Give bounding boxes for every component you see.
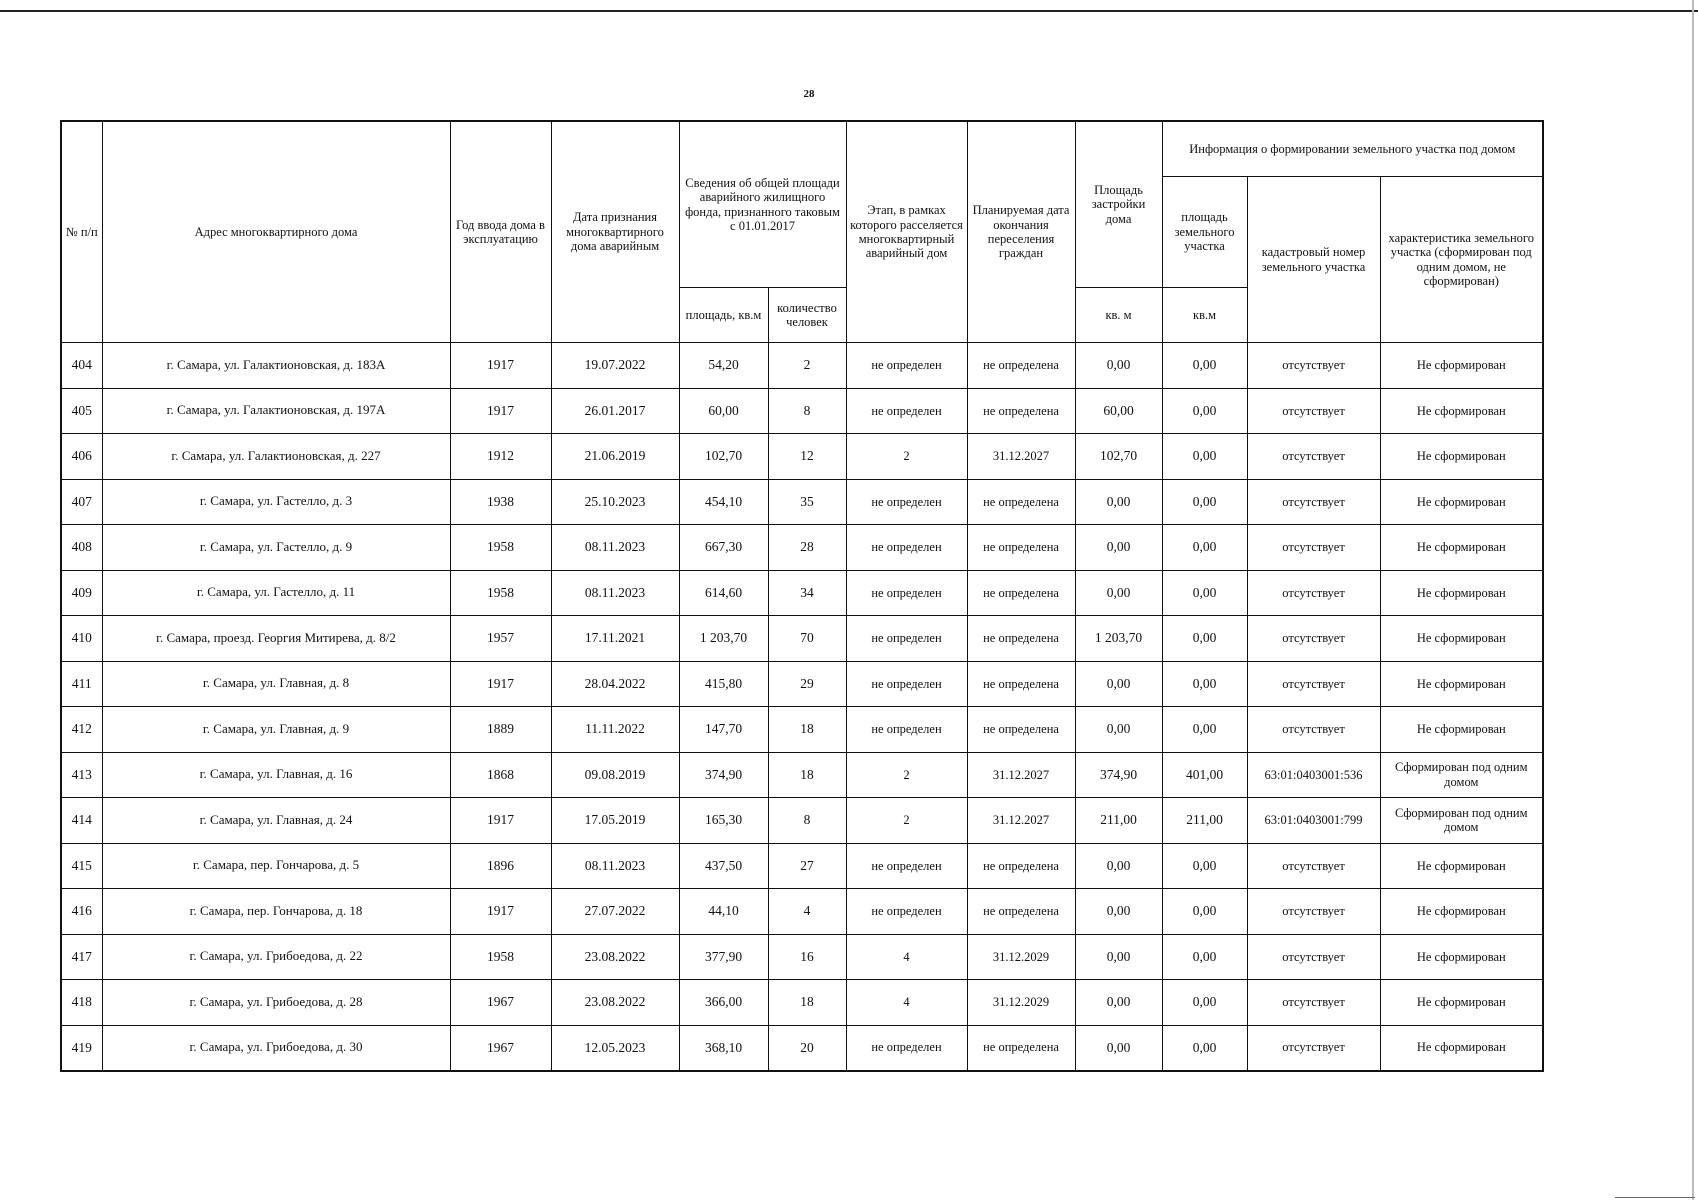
row-land-area: 401,00 — [1162, 752, 1247, 798]
table-row — [61, 980, 1543, 1026]
row-people: 28 — [768, 525, 846, 571]
row-year: 1868 — [450, 752, 551, 798]
row-people: 12 — [768, 434, 846, 480]
row-year: 1917 — [450, 388, 551, 434]
row-cadastral: отсутствует — [1247, 525, 1380, 571]
row-cadastral: 63:01:0403001:799 — [1247, 798, 1380, 844]
header-date: Дата признания многоквартирного дома аварийным — [551, 121, 679, 343]
row-planned-date: 31.12.2027 — [967, 798, 1075, 844]
row-characteristic: Не сформирован — [1380, 661, 1543, 707]
row-cadastral: отсутствует — [1247, 479, 1380, 525]
row-land-area: 0,00 — [1162, 388, 1247, 434]
row-planned-date: не определена — [967, 1025, 1075, 1071]
row-land-area: 0,00 — [1162, 661, 1247, 707]
table-row — [61, 707, 1543, 753]
row-build-area: 0,00 — [1075, 525, 1162, 571]
row-cadastral: отсутствует — [1247, 843, 1380, 889]
row-num: 406 — [61, 434, 102, 480]
row-stage: не определен — [846, 843, 967, 889]
row-date: 21.06.2019 — [551, 434, 679, 480]
row-num: 416 — [61, 889, 102, 935]
table-row — [61, 525, 1543, 571]
row-address: г. Самара, пер. Гончарова, д. 5 — [102, 843, 450, 889]
table-row — [61, 388, 1543, 434]
row-land-area: 0,00 — [1162, 525, 1247, 571]
row-year: 1958 — [450, 570, 551, 616]
row-date: 23.08.2022 — [551, 980, 679, 1026]
header-year: Год ввода дома в эксплуатацию — [450, 121, 551, 343]
row-stage: не определен — [846, 479, 967, 525]
table-row — [61, 798, 1543, 844]
header-land-area-unit: кв.м — [1162, 288, 1247, 343]
row-people: 4 — [768, 889, 846, 935]
table-row — [61, 934, 1543, 980]
row-address: г. Самара, ул. Гастелло, д. 3 — [102, 479, 450, 525]
row-people: 18 — [768, 752, 846, 798]
row-build-area: 0,00 — [1075, 707, 1162, 753]
row-address: г. Самара, ул. Главная, д. 8 — [102, 661, 450, 707]
row-people: 18 — [768, 707, 846, 753]
row-area: 374,90 — [679, 752, 768, 798]
row-area: 377,90 — [679, 934, 768, 980]
table-row — [61, 752, 1543, 798]
row-stage: не определен — [846, 525, 967, 571]
row-area: 165,30 — [679, 798, 768, 844]
table-body — [61, 343, 1543, 1071]
row-build-area: 211,00 — [1075, 798, 1162, 844]
row-stage: не определен — [846, 616, 967, 662]
row-area: 60,00 — [679, 388, 768, 434]
row-people: 27 — [768, 843, 846, 889]
header-area-info: Сведения об общей площади аварийного жилищного фонда, признанного таковым с 01.01.2017 — [679, 121, 846, 288]
row-address: г. Самара, ул. Грибоедова, д. 28 — [102, 980, 450, 1026]
row-characteristic: Сформирован под одним домом — [1380, 798, 1543, 844]
row-build-area: 1 203,70 — [1075, 616, 1162, 662]
row-date: 12.05.2023 — [551, 1025, 679, 1071]
row-date: 17.05.2019 — [551, 798, 679, 844]
row-year: 1917 — [450, 661, 551, 707]
row-cadastral: 63:01:0403001:536 — [1247, 752, 1380, 798]
row-area: 1 203,70 — [679, 616, 768, 662]
row-address: г. Самара, ул. Галактионовская, д. 227 — [102, 434, 450, 480]
row-characteristic: Не сформирован — [1380, 343, 1543, 389]
table-row — [61, 616, 1543, 662]
row-area: 366,00 — [679, 980, 768, 1026]
row-year: 1917 — [450, 889, 551, 935]
row-year: 1958 — [450, 934, 551, 980]
row-year: 1917 — [450, 798, 551, 844]
page-number: 28 — [803, 88, 815, 100]
row-characteristic: Не сформирован — [1380, 525, 1543, 571]
row-people: 70 — [768, 616, 846, 662]
row-area: 147,70 — [679, 707, 768, 753]
table-row — [61, 570, 1543, 616]
row-date: 19.07.2022 — [551, 343, 679, 389]
row-build-area: 0,00 — [1075, 570, 1162, 616]
row-planned-date: не определена — [967, 707, 1075, 753]
row-stage: 4 — [846, 980, 967, 1026]
row-land-area: 0,00 — [1162, 934, 1247, 980]
header-land-info: Информация о формировании земельного участка под домом — [1162, 121, 1543, 177]
row-build-area: 0,00 — [1075, 1025, 1162, 1071]
row-date: 09.08.2019 — [551, 752, 679, 798]
row-cadastral: отсутствует — [1247, 616, 1380, 662]
header-land-area: площадь земельного участка — [1162, 177, 1247, 288]
row-year: 1912 — [450, 434, 551, 480]
row-planned-date: не определена — [967, 525, 1075, 571]
row-address: г. Самара, ул. Галактионовская, д. 197А — [102, 388, 450, 434]
row-address: г. Самара, ул. Грибоедова, д. 30 — [102, 1025, 450, 1071]
row-address: г. Самара, ул. Главная, д. 16 — [102, 752, 450, 798]
row-address: г. Самара, ул. Главная, д. 9 — [102, 707, 450, 753]
row-date: 08.11.2023 — [551, 525, 679, 571]
row-num: 418 — [61, 980, 102, 1026]
row-characteristic: Не сформирован — [1380, 934, 1543, 980]
header-cadastral: кадастровый номер земельного участка — [1247, 177, 1380, 343]
row-characteristic: Не сформирован — [1380, 707, 1543, 753]
header-people-sub: количество человек — [768, 288, 846, 343]
row-num: 411 — [61, 661, 102, 707]
row-build-area: 374,90 — [1075, 752, 1162, 798]
row-area: 368,10 — [679, 1025, 768, 1071]
row-cadastral: отсутствует — [1247, 434, 1380, 480]
row-land-area: 211,00 — [1162, 798, 1247, 844]
table-row — [61, 661, 1543, 707]
row-characteristic: Не сформирован — [1380, 434, 1543, 480]
row-people: 29 — [768, 661, 846, 707]
row-planned-date: не определена — [967, 661, 1075, 707]
row-stage: не определен — [846, 388, 967, 434]
row-cadastral: отсутствует — [1247, 661, 1380, 707]
row-address: г. Самара, ул. Грибоедова, д. 22 — [102, 934, 450, 980]
row-planned-date: 31.12.2029 — [967, 934, 1075, 980]
row-cadastral: отсутствует — [1247, 343, 1380, 389]
row-land-area: 0,00 — [1162, 343, 1247, 389]
row-stage: не определен — [846, 1025, 967, 1071]
row-people: 8 — [768, 388, 846, 434]
row-stage: 2 — [846, 798, 967, 844]
row-date: 08.11.2023 — [551, 570, 679, 616]
row-people: 18 — [768, 980, 846, 1026]
emergency-housing-table — [60, 120, 1544, 1072]
row-planned-date: не определена — [967, 889, 1075, 935]
row-characteristic: Не сформирован — [1380, 479, 1543, 525]
row-num: 404 — [61, 343, 102, 389]
row-year: 1938 — [450, 479, 551, 525]
row-area: 44,10 — [679, 889, 768, 935]
header-planned-date: Планируемая дата окончания переселения граждан — [967, 121, 1075, 343]
row-people: 35 — [768, 479, 846, 525]
row-planned-date: не определена — [967, 616, 1075, 662]
row-stage: не определен — [846, 889, 967, 935]
row-build-area: 0,00 — [1075, 934, 1162, 980]
row-characteristic: Не сформирован — [1380, 570, 1543, 616]
row-planned-date: 31.12.2029 — [967, 980, 1075, 1026]
row-area: 614,60 — [679, 570, 768, 616]
row-stage: не определен — [846, 570, 967, 616]
row-num: 419 — [61, 1025, 102, 1071]
header-characteristic: характеристика земельного участка (сформирован под одним домом, не сформирован) — [1380, 177, 1543, 343]
row-cadastral: отсутствует — [1247, 570, 1380, 616]
row-date: 26.01.2017 — [551, 388, 679, 434]
row-cadastral: отсутствует — [1247, 1025, 1380, 1071]
row-num: 407 — [61, 479, 102, 525]
row-cadastral: отсутствует — [1247, 707, 1380, 753]
row-planned-date: 31.12.2027 — [967, 434, 1075, 480]
row-cadastral: отсутствует — [1247, 980, 1380, 1026]
row-year: 1967 — [450, 1025, 551, 1071]
row-year: 1896 — [450, 843, 551, 889]
header-build-area-unit: кв. м — [1075, 288, 1162, 343]
header-build-area: Площадь застройки дома — [1075, 121, 1162, 288]
row-year: 1889 — [450, 707, 551, 753]
row-land-area: 0,00 — [1162, 707, 1247, 753]
row-people: 16 — [768, 934, 846, 980]
row-address: г. Самара, ул. Главная, д. 24 — [102, 798, 450, 844]
row-date: 27.07.2022 — [551, 889, 679, 935]
row-land-area: 0,00 — [1162, 1025, 1247, 1071]
row-date: 25.10.2023 — [551, 479, 679, 525]
row-num: 414 — [61, 798, 102, 844]
row-build-area: 0,00 — [1075, 889, 1162, 935]
row-stage: 2 — [846, 434, 967, 480]
row-date: 11.11.2022 — [551, 707, 679, 753]
row-date: 08.11.2023 — [551, 843, 679, 889]
table-row — [61, 343, 1543, 389]
row-planned-date: не определена — [967, 388, 1075, 434]
row-date: 23.08.2022 — [551, 934, 679, 980]
row-build-area: 0,00 — [1075, 980, 1162, 1026]
row-build-area: 0,00 — [1075, 661, 1162, 707]
row-cadastral: отсутствует — [1247, 934, 1380, 980]
row-num: 408 — [61, 525, 102, 571]
row-num: 412 — [61, 707, 102, 753]
row-land-area: 0,00 — [1162, 889, 1247, 935]
row-year: 1958 — [450, 525, 551, 571]
row-year: 1957 — [450, 616, 551, 662]
row-land-area: 0,00 — [1162, 570, 1247, 616]
scan-border-right — [1692, 0, 1694, 1200]
row-num: 405 — [61, 388, 102, 434]
row-planned-date: не определена — [967, 343, 1075, 389]
row-characteristic: Не сформирован — [1380, 889, 1543, 935]
row-date: 28.04.2022 — [551, 661, 679, 707]
header-stage: Этап, в рамках которого расселяется многоквартирный аварийный дом — [846, 121, 967, 343]
row-address: г. Самара, ул. Гастелло, д. 9 — [102, 525, 450, 571]
header-area-sub: площадь, кв.м — [679, 288, 768, 343]
row-characteristic: Не сформирован — [1380, 980, 1543, 1026]
table-row — [61, 1025, 1543, 1071]
row-area: 454,10 — [679, 479, 768, 525]
row-characteristic: Сформирован под одним домом — [1380, 752, 1543, 798]
table-row — [61, 889, 1543, 935]
row-people: 20 — [768, 1025, 846, 1071]
row-num: 417 — [61, 934, 102, 980]
row-num: 413 — [61, 752, 102, 798]
row-address: г. Самара, ул. Гастелло, д. 11 — [102, 570, 450, 616]
row-planned-date: не определена — [967, 479, 1075, 525]
row-build-area: 0,00 — [1075, 843, 1162, 889]
row-stage: 4 — [846, 934, 967, 980]
row-land-area: 0,00 — [1162, 479, 1247, 525]
row-year: 1917 — [450, 343, 551, 389]
row-num: 410 — [61, 616, 102, 662]
table-row — [61, 843, 1543, 889]
row-characteristic: Не сформирован — [1380, 616, 1543, 662]
row-planned-date: не определена — [967, 570, 1075, 616]
row-build-area: 0,00 — [1075, 343, 1162, 389]
row-build-area: 60,00 — [1075, 388, 1162, 434]
row-people: 2 — [768, 343, 846, 389]
row-stage: 2 — [846, 752, 967, 798]
row-cadastral: отсутствует — [1247, 388, 1380, 434]
row-stage: не определен — [846, 343, 967, 389]
row-land-area: 0,00 — [1162, 843, 1247, 889]
row-people: 34 — [768, 570, 846, 616]
row-cadastral: отсутствует — [1247, 889, 1380, 935]
scan-border-top — [0, 10, 1698, 12]
scan-mark-bottom — [1615, 1197, 1695, 1198]
row-build-area: 102,70 — [1075, 434, 1162, 480]
row-land-area: 0,00 — [1162, 434, 1247, 480]
row-planned-date: 31.12.2027 — [967, 752, 1075, 798]
row-num: 409 — [61, 570, 102, 616]
row-address: г. Самара, ул. Галактионовская, д. 183А — [102, 343, 450, 389]
row-address: г. Самара, проезд. Георгия Митирева, д. 8/2 — [102, 616, 450, 662]
row-stage: не определен — [846, 661, 967, 707]
row-year: 1967 — [450, 980, 551, 1026]
header-address: Адрес многоквартирного дома — [102, 121, 450, 343]
row-planned-date: не определена — [967, 843, 1075, 889]
row-stage: не определен — [846, 707, 967, 753]
header-num: № п/п — [61, 121, 102, 343]
row-area: 667,30 — [679, 525, 768, 571]
row-address: г. Самара, пер. Гончарова, д. 18 — [102, 889, 450, 935]
row-area: 415,80 — [679, 661, 768, 707]
row-date: 17.11.2021 — [551, 616, 679, 662]
row-build-area: 0,00 — [1075, 479, 1162, 525]
table-row — [61, 434, 1543, 480]
row-people: 8 — [768, 798, 846, 844]
row-area: 54,20 — [679, 343, 768, 389]
row-land-area: 0,00 — [1162, 980, 1247, 1026]
row-characteristic: Не сформирован — [1380, 388, 1543, 434]
table-row — [61, 479, 1543, 525]
row-land-area: 0,00 — [1162, 616, 1247, 662]
row-area: 102,70 — [679, 434, 768, 480]
row-characteristic: Не сформирован — [1380, 1025, 1543, 1071]
row-characteristic: Не сформирован — [1380, 843, 1543, 889]
row-area: 437,50 — [679, 843, 768, 889]
row-num: 415 — [61, 843, 102, 889]
